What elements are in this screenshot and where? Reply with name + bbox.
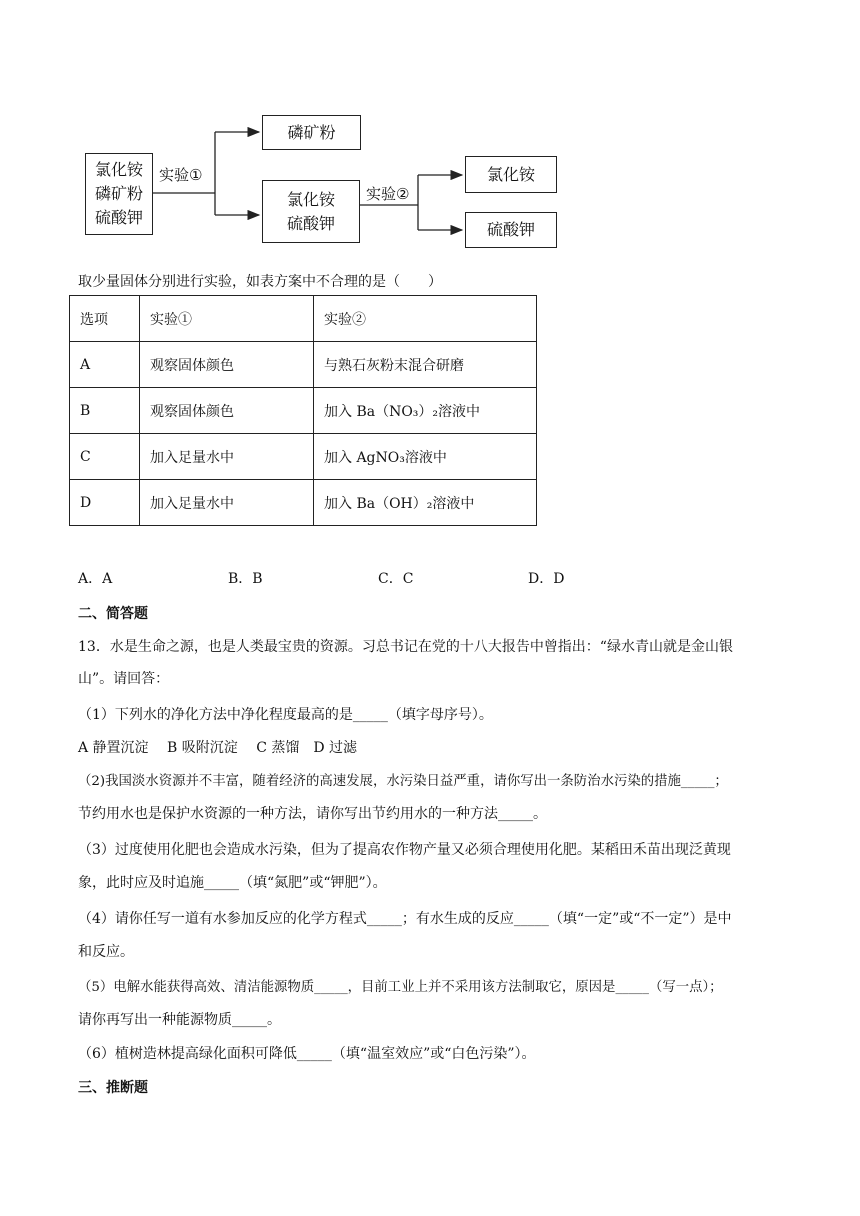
table-cell: C: [70, 434, 140, 480]
q13-line: （3）过度使用化肥也会造成水污染，但为了提高农作物产量又必须合理使用化肥。某稻田禾苗出现泛黄现: [78, 842, 731, 858]
top-result-text: 磷矿粉: [287, 122, 336, 142]
options-table: [69, 295, 537, 526]
header-cell: 实验②: [314, 296, 537, 342]
q13-line: A 静置沉淀 B 吸附沉淀 C 蒸馏 D 过滤: [78, 740, 358, 756]
middle-item: 硫酸钾: [286, 213, 335, 233]
table-cell: D: [70, 480, 140, 526]
top-result-box: [262, 115, 361, 150]
step1-label: 实验①: [159, 166, 203, 184]
table-cell: 加入足量水中: [140, 434, 314, 480]
table-cell: 观察固体颜色: [140, 342, 314, 388]
start-item: 硫酸钾: [94, 208, 143, 227]
table-row: [70, 480, 537, 526]
section3-title: 三、推断题: [78, 1080, 148, 1096]
table-row: [70, 296, 537, 342]
table-cell: 加入 Ba（OH）₂溶液中: [314, 480, 537, 526]
table-cell: 加入足量水中: [140, 480, 314, 526]
table-cell: B: [70, 388, 140, 434]
q13-line: 象，此时应及时追施_____（填“氮肥”或“钾肥”）。: [78, 875, 387, 891]
q13-line: 和反应。: [78, 944, 134, 960]
q12-stem: 取少量固体分别进行实验，如表方案中不合理的是（ ）: [78, 274, 442, 290]
q13-line: （4）请你任写一道有水参加反应的化学方程式_____；有水生成的反应_____（填“一定”或“不一定”）是中: [78, 911, 732, 927]
q13-line: 请你再写出一种能源物质_____。: [78, 1012, 281, 1028]
choice-c[interactable]: C．C: [378, 571, 414, 587]
table-cell: 观察固体颜色: [140, 388, 314, 434]
q13-line: （6）植树造林提高绿化面积可降低_____（填“温室效应”或“白色污染”）。: [78, 1046, 536, 1062]
table-cell: 与熟石灰粉末混合研磨: [314, 342, 537, 388]
result-b-box: [465, 212, 557, 248]
table-row: [70, 342, 537, 388]
result-b-text: 硫酸钾: [486, 220, 535, 239]
start-box: [85, 153, 153, 235]
q13-line: 节约用水也是保护水资源的一种方法，请你写出节约用水的一种方法_____。: [78, 806, 547, 822]
section2-title: 二、简答题: [78, 606, 148, 622]
choice-d[interactable]: D．D: [528, 571, 565, 587]
q13-line: （2)我国淡水资源并不丰富，随着经济的高速发展，水污染日益严重，请你写出一条防治水污染的措施_____；: [78, 774, 728, 789]
table-row: [70, 388, 537, 434]
choice-a[interactable]: A．A: [78, 571, 113, 587]
header-cell: 实验①: [140, 296, 314, 342]
result-a-box: [465, 156, 557, 193]
table-row: [70, 434, 537, 480]
middle-item: 氯化铵: [286, 189, 335, 209]
middle-box: [262, 180, 360, 243]
step2-label: 实验②: [366, 185, 410, 203]
q13-line: （5）电解水能获得高效、清洁能源物质_____，目前工业上并不采用该方法制取它，原因是_____（写一点）；: [78, 980, 723, 995]
result-a-text: 氯化铵: [486, 164, 535, 184]
header-cell: 选项: [70, 296, 140, 342]
q13-line: （1）下列水的净化方法中净化程度最高的是_____（填字母序号）。: [78, 707, 493, 723]
table-cell: 加入 Ba（NO₃）₂溶液中: [314, 388, 537, 434]
choice-b[interactable]: B．B: [228, 571, 263, 587]
start-item: 氯化铵: [94, 160, 143, 179]
table-cell: A: [70, 342, 140, 388]
table-cell: 加入 AgNO₃溶液中: [314, 434, 537, 480]
start-item: 磷矿粉: [94, 184, 143, 203]
q13-line: 山”。请回答：: [78, 671, 170, 687]
q13-line: 13．水是生命之源，也是人类最宝贵的资源。习总书记在党的十八大报告中曾指出：“绿水青山就是金山银: [78, 639, 733, 655]
